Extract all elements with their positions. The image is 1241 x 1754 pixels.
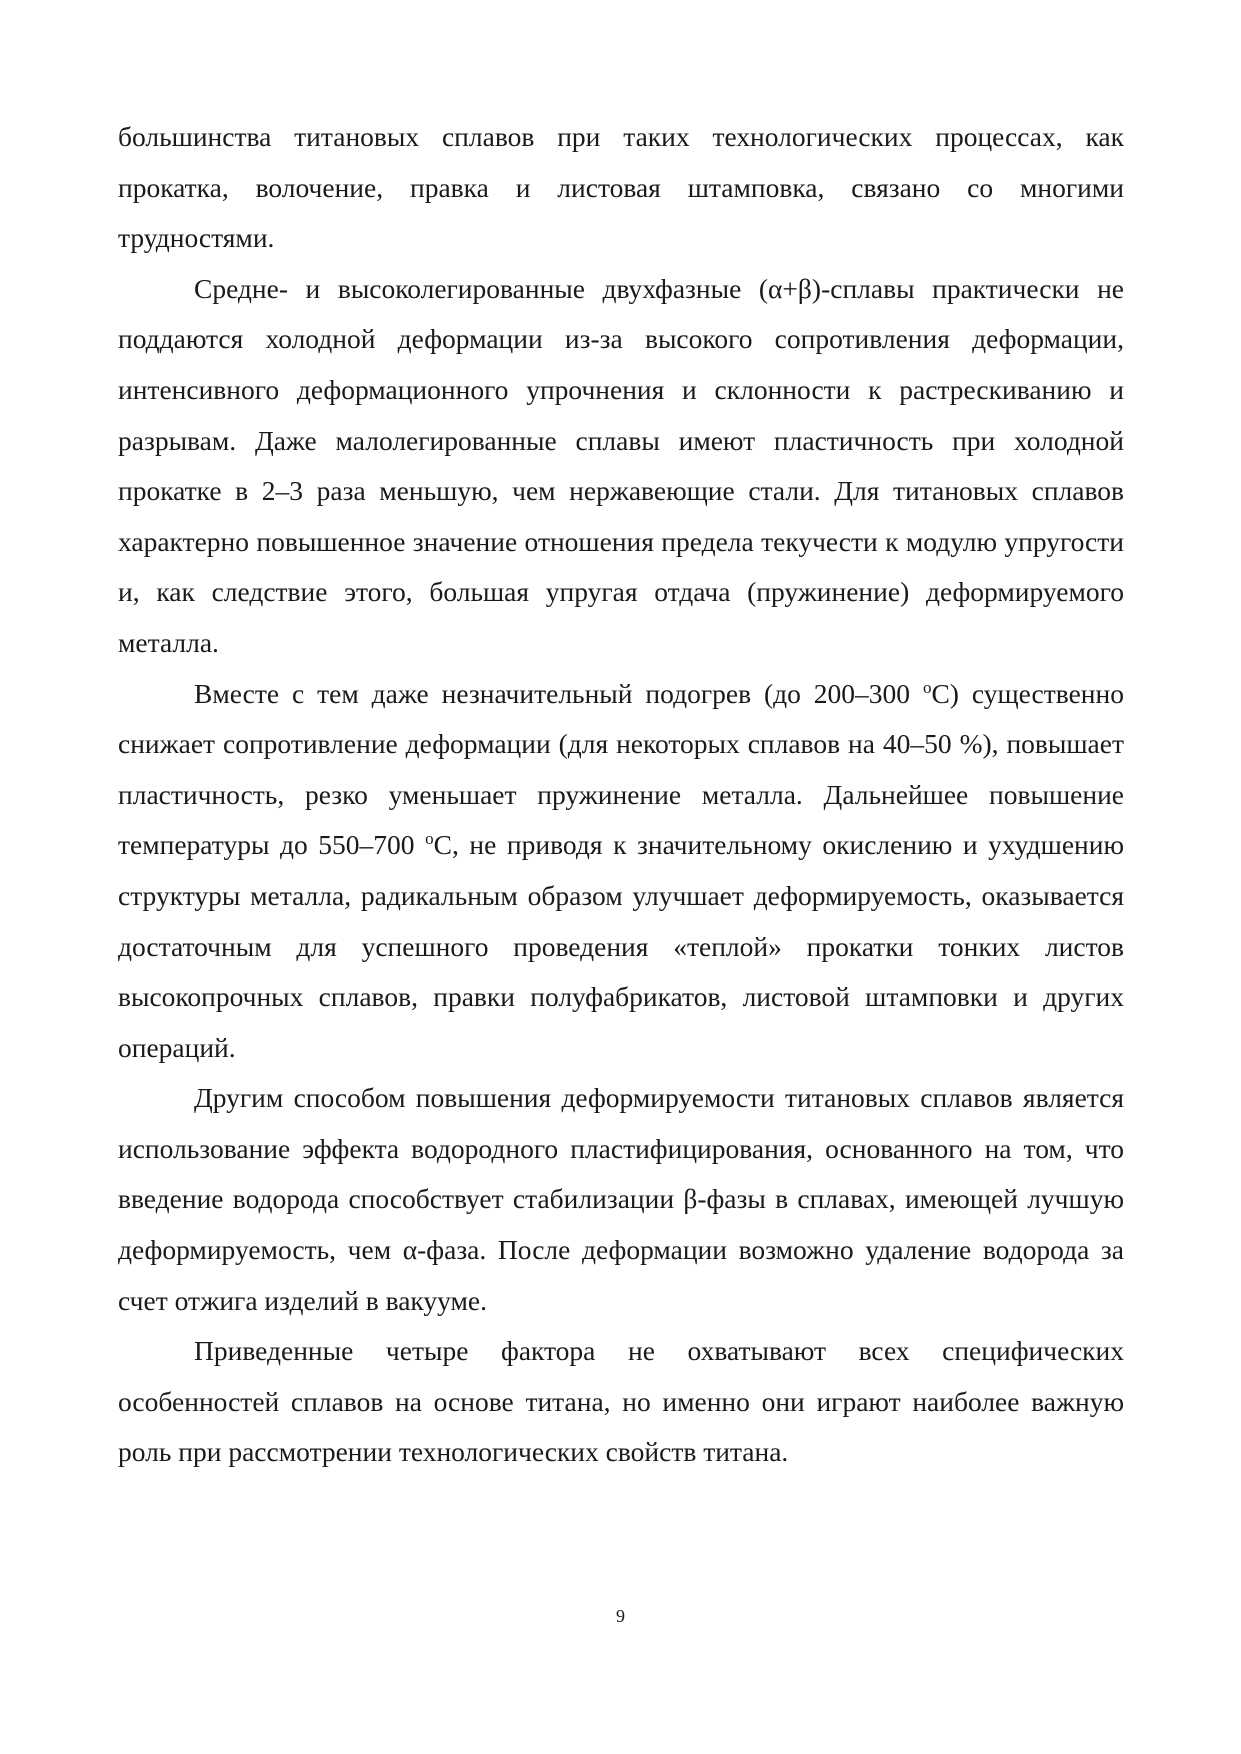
paragraph-continued: большинства титановых сплавов при таких технологических процессах, как прокатка, волочение, правка и листовая штамповка, связано со многими трудностями. — [118, 121, 1124, 254]
paragraph-hydrogen: Другим способом повышения деформируемости титановых сплавов является использование эффекта водородного пластифицирования, основанного на том, что введение водорода способствует стабилизации β-фазы в сплавах, имеющей лучшую деформируемость, чем α-фаза. После деформации возможно удаление водорода за счет отжига изделий в вакууме. — [118, 1082, 1124, 1316]
paragraph-conclusion: Приведенные четыре фактора не охватывают всех специфических особенностей сплавов на основе титана, но именно они играют наиболее важную роль при рассмотрении технологических свойств титана. — [118, 1335, 1124, 1468]
paragraph-heating — [118, 669, 1124, 1074]
degree-sign: o — [425, 829, 434, 849]
paragraph-heating-part-1: Вместе с тем даже незначительный подогрев (до 200–300 — [194, 677, 923, 709]
paragraph-heating-part-3: С, не приводя к значительному окислению и ухудшению структуры металла, радикальным образом улучшает деформируемость, оказывается достаточным для успешного проведения «теплой» прокатки тонких листов высокопрочных сплавов, правки полуфабрикатов, листовой штамповки и других операций. — [118, 829, 1125, 1063]
paragraph-heating-part-2: С) существенно снижает сопротивление деформации (для некоторых сплавов на 40–50 %), повышает пластичность, резко уменьшает пружинение металла. Дальнейшее повышение температуры до 550–700 — [118, 677, 1124, 861]
page-number: 9 — [616, 1606, 625, 1626]
degree-sign: o — [922, 677, 932, 697]
document-body — [118, 112, 1124, 1478]
paragraph-two-phase-alloys: Средне- и высоколегированные двухфазные (α+β)-сплавы практически не поддаются холодной деформации из-за высокого сопротивления деформации, интенсивного деформационного упрочнения и склонности к растрескиванию и разрывам. Даже малолегированные сплавы имеют пластичность при холодной прокатке в 2–3 раза меньшую, чем нержавеющие стали. Для титановых сплавов характерно повышенное значение отношения предела текучести к модулю упругости и, как следствие этого, большая упругая отдача (пружинение) деформируемого металла. — [118, 272, 1124, 658]
